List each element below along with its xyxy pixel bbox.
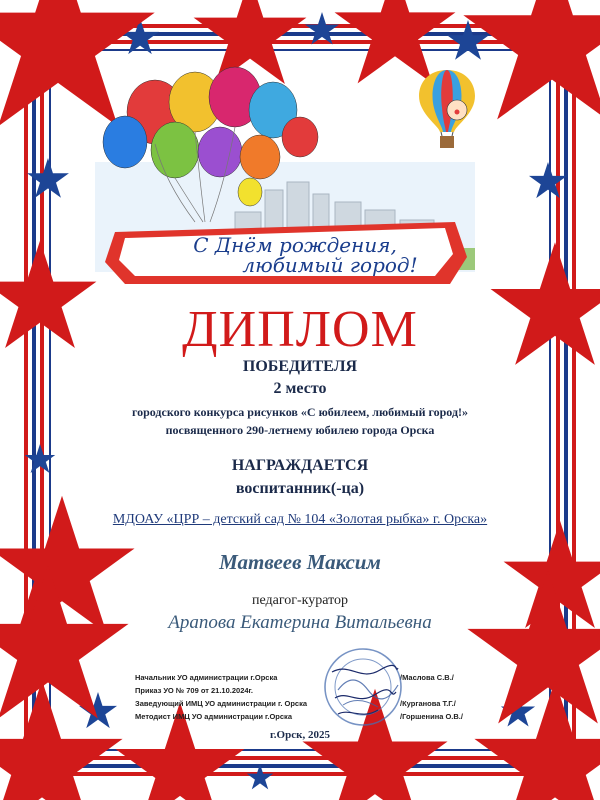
hot-air-balloon-icon bbox=[412, 68, 482, 153]
order-line: Приказ УО № 709 от 21.10.2024г. bbox=[135, 686, 253, 695]
banner-line1: С Днём рождения, bbox=[193, 233, 397, 257]
head-title: Начальник УО администрации г.Орска bbox=[135, 673, 278, 682]
contest-line-2: посвященного 290-летнему юбилею города Орска bbox=[165, 423, 435, 437]
signature-scribbles bbox=[330, 662, 400, 722]
awarded-label: НАГРАЖДАЕТСЯ bbox=[231, 457, 369, 474]
place-label: 2 место bbox=[273, 380, 327, 397]
imc-head-title: Заведующий ИМЦ УО администрации г. Орска bbox=[135, 699, 308, 708]
curator-name: Арапова Екатерина Витальевна bbox=[168, 612, 432, 633]
diploma-title: ДИПЛОМ bbox=[182, 301, 418, 358]
pupil-label: воспитанник(-ца) bbox=[235, 480, 365, 497]
head-name: /Маслова С.В./ bbox=[400, 673, 454, 682]
organization-name: МДОАУ «ЦРР – детский сад № 104 «Золотая рыбка» г. Орска» bbox=[112, 512, 488, 527]
curator-role: педагог-куратор bbox=[251, 593, 349, 608]
imc-head-name: /Курганова Т.Г./ bbox=[400, 699, 456, 708]
banner-line2: любимый город! bbox=[242, 253, 418, 277]
winner-label: ПОБЕДИТЕЛЯ bbox=[242, 358, 358, 375]
contest-line-1: городского конкурса рисунков «С юбилеем, любимый город!» bbox=[131, 405, 469, 419]
methodist-title: Методист ИМЦ УО администрации г.Орска bbox=[135, 712, 292, 721]
city-year: г.Орск, 2025 bbox=[270, 729, 330, 741]
student-name: Матвеев Максим bbox=[219, 550, 381, 574]
methodist-name: /Горшенина О.В./ bbox=[400, 712, 463, 721]
